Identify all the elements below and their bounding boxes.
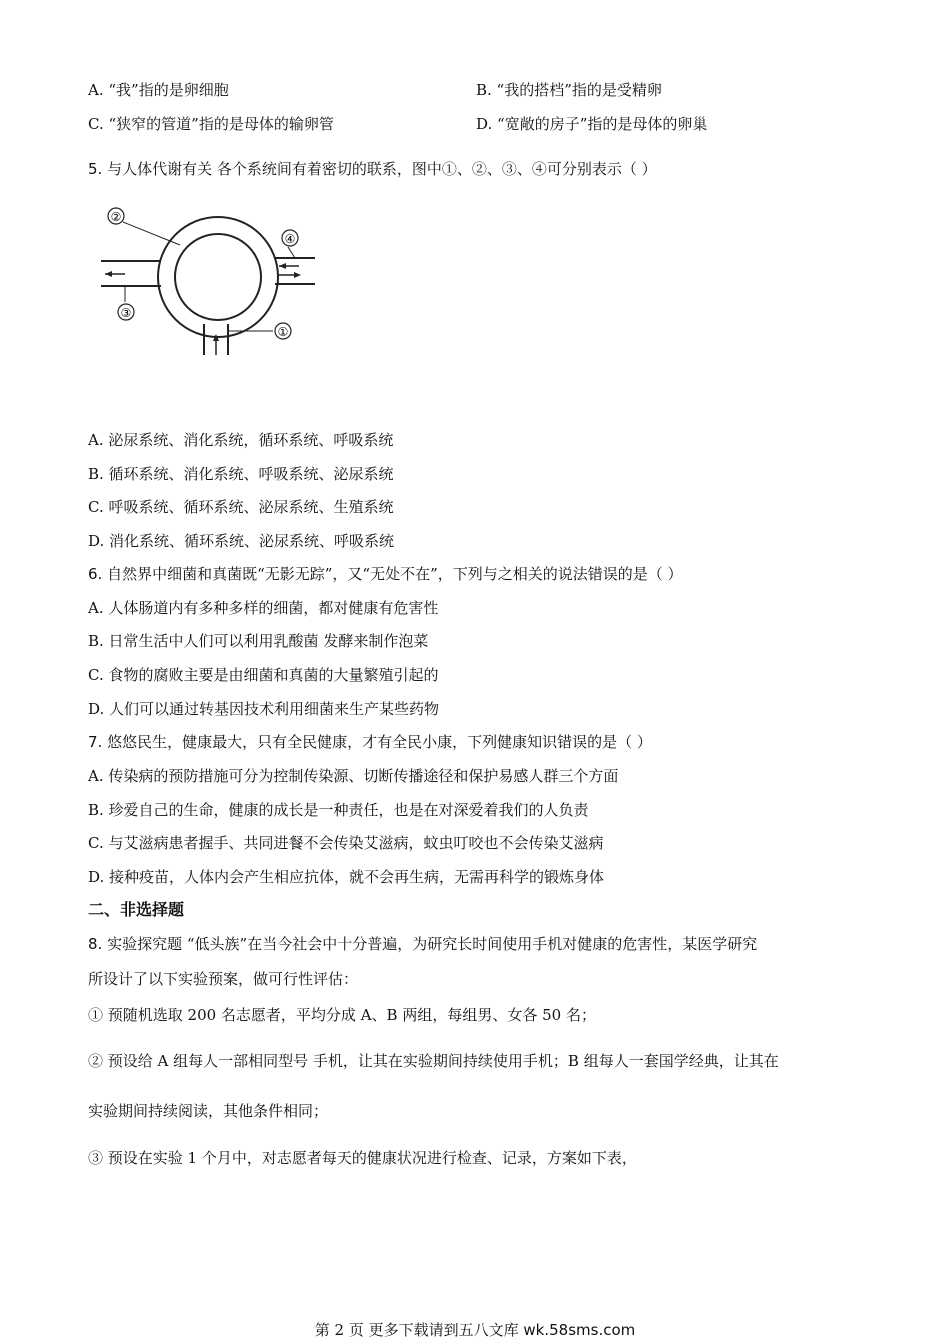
q8-step2-line1: ② 预设给 A 组每人一部相同型号 手机，让其在实验期间持续使用手机；B 组每人一套国学经典，让其在 — [88, 1052, 779, 1070]
q8-text-line2: 所设计了以下实验预案，做可行性评估： — [88, 970, 359, 988]
label-4 — [282, 230, 298, 246]
q6-option-b: B. 日常生活中人们可以利用乳酸菌 发酵来制作泡菜 — [88, 632, 429, 650]
q6-option-d: D. 人们可以通过转基因技术利用细菌来生产某些药物 — [88, 700, 440, 718]
ring-inner — [175, 234, 261, 320]
q7-stem — [88, 732, 652, 752]
footer-page-text: 第 2 页 更多下载请到五八文库 — [314, 1321, 519, 1339]
label-2 — [108, 208, 124, 224]
q5-text: 与人体代谢有关 各个系统间有着密切的联系，图中①、②、③、④可分别表示（ ） — [107, 160, 657, 178]
q7-option-a: A. 传染病的预防措施可分为控制传染源、切断传播途径和保护易感人群三个方面 — [88, 767, 619, 785]
q6-option-c: C. 食物的腐败主要是由细菌和真菌的大量繁殖引起的 — [88, 666, 439, 684]
q4-option-c: C. “狭窄的管道”指的是母体的输卵管 — [88, 115, 334, 133]
q6-text: 自然界中细菌和真菌既“无影无踪”，又“无处不在”，下列与之相关的说法错误的是（ ） — [107, 565, 683, 583]
q6-stem — [88, 564, 683, 584]
q8-step3: ③ 预设在实验 1 个月中，对志愿者每天的健康状况进行检查、记录，方案如下表， — [88, 1149, 637, 1167]
svg-text:②: ② — [110, 210, 122, 224]
q5-option-b: B. 循环系统、消化系统、呼吸系统、泌尿系统 — [88, 465, 394, 483]
q4-option-a: A. “我”指的是卵细胞 — [88, 81, 229, 99]
q8-stem-line1 — [88, 934, 757, 954]
q4-option-d: D. “宽敞的房子”指的是母体的卵巢 — [476, 115, 708, 133]
svg-text:③: ③ — [120, 306, 132, 320]
q6-option-a: A. 人体肠道内有多种多样的细菌，都对健康有危害性 — [88, 599, 439, 617]
q7-option-d: D. 接种疫苗，人体内会产生相应抗体，就不会再生病，无需再科学的锻炼身体 — [88, 868, 605, 886]
q7-text: 悠悠民生，健康最大，只有全民健康，才有全民小康，下列健康知识错误的是（ ） — [107, 733, 652, 751]
svg-text:④: ④ — [284, 232, 296, 246]
q8-text-line1: 实验探究题 “低头族”在当今社会中十分普遍，为研究长时间使用手机对健康的危害性，某医学研究 — [107, 935, 758, 953]
q5-option-a: A. 泌尿系统、消化系统，循环系统、呼吸系统 — [88, 431, 394, 449]
q5-diagram — [95, 200, 335, 365]
q5-number: 5. — [88, 160, 103, 178]
label-1 — [275, 323, 291, 339]
q7-number: 7. — [88, 733, 103, 751]
q7-option-b: B. 珍爱自己的生命，健康的成长是一种责任，也是在对深爱着我们的人负责 — [88, 801, 589, 819]
q4-option-b: B. “我的搭档”指的是受精卵 — [476, 81, 662, 99]
q8-number: 8. — [88, 935, 103, 953]
q8-step1: ① 预随机选取 200 名志愿者，平均分成 A、B 两组，每组男、女各 50 名； — [88, 1006, 596, 1024]
q5-stem — [88, 159, 657, 179]
section-heading: 二、非选择题 — [88, 900, 185, 919]
q8-step2-line2: 实验期间持续阅读，其他条件相同； — [88, 1102, 329, 1120]
footer-site-link[interactable]: wk.58sms.com — [523, 1321, 636, 1339]
q5-option-c: C. 呼吸系统、循环系统、泌尿系统、生殖系统 — [88, 498, 394, 516]
q6-number: 6. — [88, 565, 103, 583]
page-footer — [0, 1320, 950, 1340]
q5-option-d: D. 消化系统、循环系统、泌尿系统、呼吸系统 — [88, 532, 395, 550]
q7-option-c: C. 与艾滋病患者握手、共同进餐不会传染艾滋病，蚊虫叮咬也不会传染艾滋病 — [88, 834, 604, 852]
label-3 — [118, 304, 134, 320]
svg-text:①: ① — [277, 325, 289, 339]
